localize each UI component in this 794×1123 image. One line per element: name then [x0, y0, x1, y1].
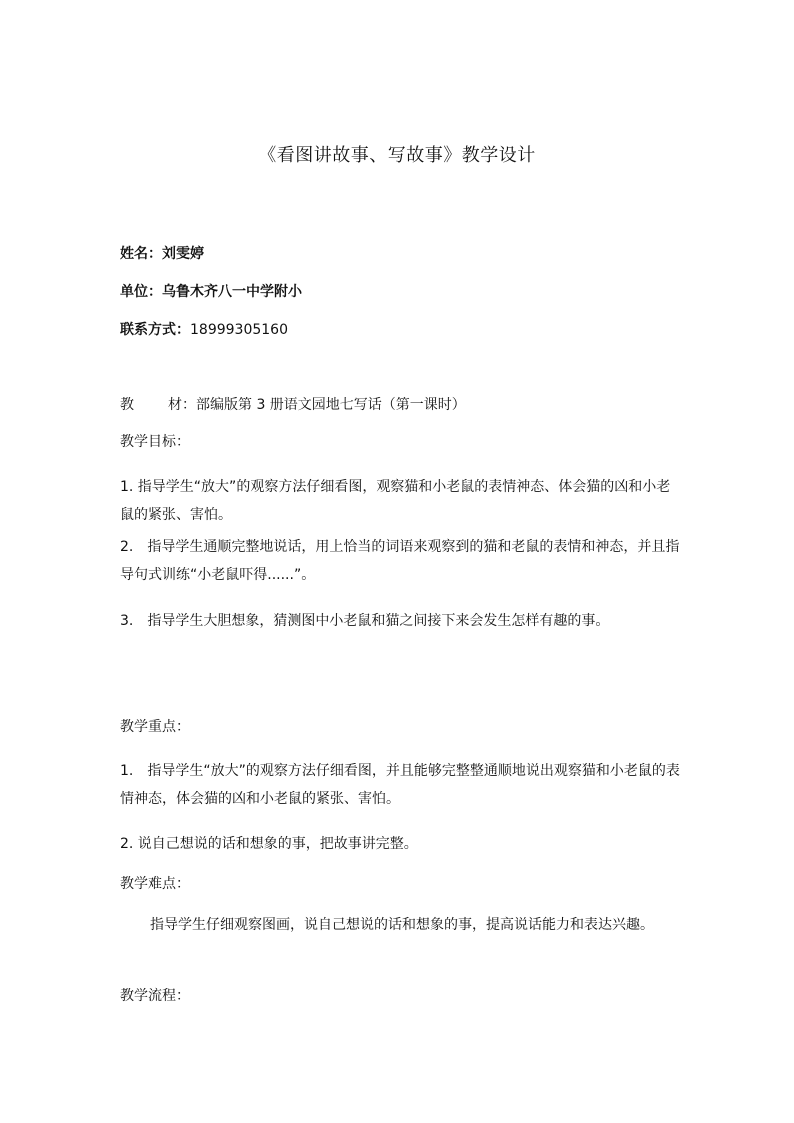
unit-name: 乌鲁木齐八一中学附小	[162, 284, 302, 300]
unit-label: 单位：	[120, 284, 162, 300]
difficulties-heading: 教学难点：	[120, 876, 190, 892]
difficulties-text: 指导学生仔细观察图画，说自己想说的话和想象的事，提高说话能力和表达兴趣。	[150, 917, 654, 933]
textbook-label-char2: 材：	[168, 397, 196, 413]
key-point-item-1: 1. 指导学生“放大”的观察方法仔细看图，并且能够完整整通顺地说出观察猫和小老鼠的表情神态，体会猫的凶和小老鼠的紧张、害怕。	[120, 763, 680, 807]
textbook-value: 部编版第 3 册语文园地七写话（第一课时）	[196, 397, 466, 413]
contact-line	[120, 320, 680, 340]
key-point-item-2: 2. 说自己想说的话和想象的事，把故事讲完整。	[120, 836, 418, 852]
document-title: 《看图讲故事、写故事》教学设计	[258, 145, 536, 166]
goal-item-3: 3. 指导学生大胆想象，猜测图中小老鼠和猫之间接下来会发生怎样有趣的事。	[120, 613, 610, 629]
goal-item-2: 2. 指导学生通顺完整地说话，用上恰当的词语来观察到的猫和老鼠的表情和神态，并且指导句式训练“小老鼠吓得......”。	[120, 539, 680, 583]
contact-phone: 18999305160	[190, 322, 288, 338]
goals-heading: 教学目标：	[120, 434, 190, 450]
textbook-line	[120, 395, 680, 415]
unit-line	[120, 282, 680, 302]
author-line	[120, 244, 680, 264]
goal-item-1: 1. 指导学生“放大”的观察方法仔细看图，观察猫和小老鼠的表情神态、体会猫的凶和小老鼠的紧张、害怕。	[120, 479, 671, 523]
key-points-heading: 教学重点：	[120, 719, 190, 735]
textbook-label-char1: 教	[120, 397, 134, 413]
process-heading: 教学流程：	[120, 988, 190, 1004]
author-label: 姓名：	[120, 246, 162, 262]
author-name: 刘雯婷	[162, 246, 204, 262]
contact-label: 联系方式：	[120, 322, 190, 338]
